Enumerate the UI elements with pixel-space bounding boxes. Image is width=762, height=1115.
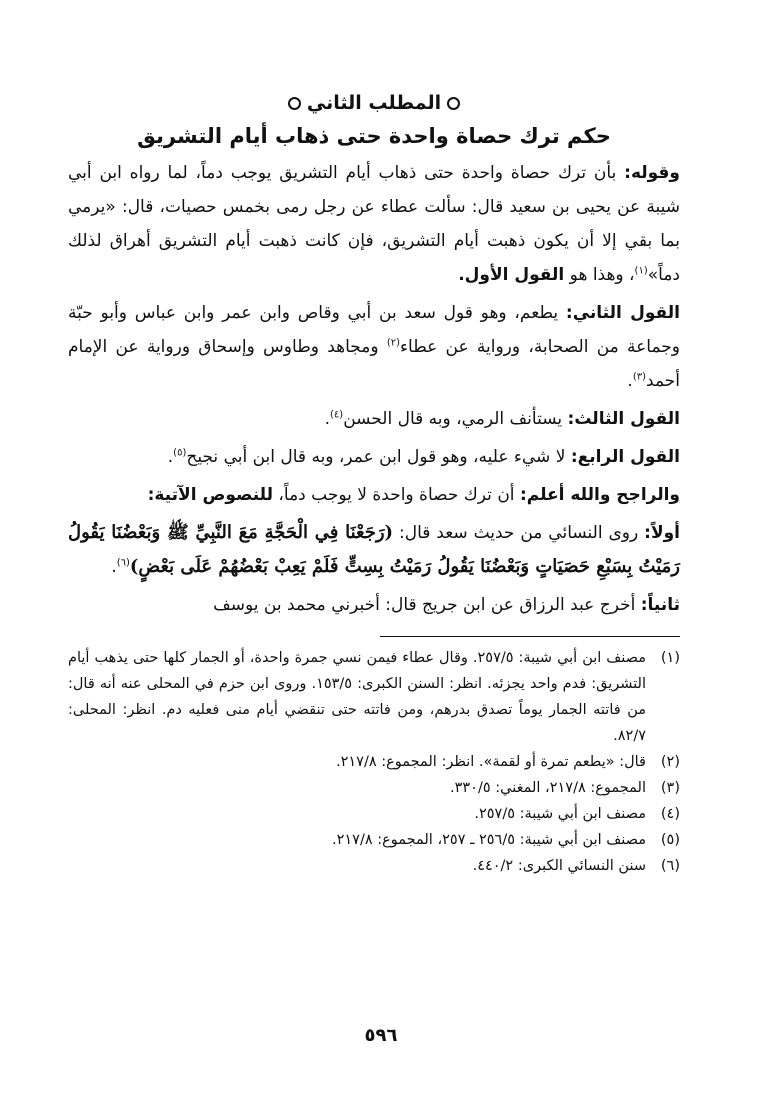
footnote-text: سنن النسائي الكبرى: ٤٤٠/٢. bbox=[472, 858, 646, 874]
footnote-number: (١) bbox=[660, 650, 680, 666]
paragraph bbox=[68, 402, 680, 436]
content bbox=[68, 92, 680, 879]
footnote bbox=[68, 749, 680, 775]
footnote bbox=[68, 827, 680, 853]
footnote-ref: (٥) bbox=[173, 447, 187, 459]
paragraph bbox=[68, 296, 680, 398]
footnote-number: (٤) bbox=[660, 806, 680, 822]
footnote bbox=[68, 775, 680, 801]
paragraph-lead: القول الثالث: bbox=[567, 409, 680, 429]
paragraph-lead: القول الثاني: bbox=[565, 303, 680, 323]
footnote bbox=[68, 801, 680, 827]
footnote-ref: (٣) bbox=[632, 371, 647, 383]
footnote-number: (٥) bbox=[660, 832, 680, 848]
section-heading: حكم ترك حصاة واحدة حتى ذهاب أيام التشريق bbox=[137, 124, 611, 148]
footnote-text: مصنف ابن أبي شيبة: ٢٥٧/٥. bbox=[474, 806, 646, 822]
hadith-quote: (رَجَعْنَا فِي الْحَجَّةِ مَعَ النَّبِيِّ ﷺ وَبَعْضُنَا يَقُولُ رَمَيْتُ بِسَبْعِ حَصَيَاتٍ وَبَعْضُنَا يَقُولُ رَمَيْتُ بِسِتٍّ فَلَمْ يَعِبْ بَعْضُهُمْ عَلَى بَعْضٍ) bbox=[68, 522, 680, 577]
footnote-divider bbox=[380, 636, 680, 637]
paragraph-text: يطعم، وهو قول سعد بن أبي وقاص وابن عمر وابن عباس وأبو حبّة وجماعة من الصحابة، ورواية عن عطاء bbox=[68, 303, 681, 357]
paragraph-text: أخرج عبد الرزاق عن ابن جريج قال: أخبرني محمد بن يوسف bbox=[213, 595, 636, 615]
paragraph bbox=[68, 440, 680, 474]
footnote-text: مصنف ابن أبي شيبة: ٢٥٧/٥. وقال عطاء فيمن نسي جمرة واحدة، أو الجمار كلها حتى يذهب أيام التشريق: فدم واحد يجزئه. انظر: السنن الكبرى: ١٥٣/٥. وروى ابن حزم في المحلى عنه أنه قال: من فاتته الجمار يوماً تصدق بدرهم، ومن فاتته حتى تنقضي أيام منى فعليه دم. انظر: المحلى: ٨٢/٧. bbox=[68, 650, 646, 744]
footnotes bbox=[68, 645, 680, 879]
paragraph-text: روى النسائي من حديث سعد قال: bbox=[399, 523, 639, 543]
footnote-text: مصنف ابن أبي شيبة: ٢٥٦/٥ ـ ٢٥٧، المجموع: ٢١٧/٨. bbox=[331, 832, 646, 848]
page-number: ٥٩٦ bbox=[364, 1025, 398, 1046]
paragraph bbox=[68, 478, 680, 512]
paragraph-tail-bold: القول الأول. bbox=[458, 265, 565, 285]
paragraph-tail: ، وهذا هو bbox=[569, 265, 635, 285]
footnote-ref: (٤) bbox=[330, 409, 344, 421]
section-label bbox=[68, 92, 680, 114]
paragraph-lead: أولاً: bbox=[644, 523, 681, 543]
paragraph-text: لا شيء عليه، وهو قول ابن عمر، وبه قال ابن أبي نجيح bbox=[186, 447, 566, 467]
paragraph-tail: . bbox=[111, 557, 117, 577]
footnote bbox=[68, 645, 680, 749]
footnote-ref: (٦) bbox=[116, 557, 130, 569]
paragraph-tail-bold: للنصوص الآتية: bbox=[147, 485, 273, 505]
section-label-text: المطلب الثاني bbox=[306, 92, 442, 114]
footnote bbox=[68, 853, 680, 879]
footnote-text: قال: «يطعم تمرة أو لقمة». انظر: المجموع: ٢١٧/٨. bbox=[335, 754, 646, 770]
paragraph-text: يستأنف الرمي، وبه قال الحسن bbox=[343, 409, 563, 429]
paragraph bbox=[68, 588, 680, 622]
paragraph-lead: القول الرابع: bbox=[570, 447, 680, 467]
circle-icon bbox=[447, 97, 460, 110]
footnote-ref: (٢) bbox=[386, 337, 401, 349]
paragraph-lead: ثانياً: bbox=[640, 595, 680, 615]
paragraph-text: أن ترك حصاة واحدة لا يوجب دماً، bbox=[278, 485, 515, 505]
footnote-number: (٦) bbox=[660, 858, 680, 874]
circle-icon bbox=[288, 97, 301, 110]
footnote-number: (٣) bbox=[660, 780, 680, 796]
footnote-text: المجموع: ٢١٧/٨، المغني: ٣٣٠/٥. bbox=[450, 780, 646, 796]
paragraph-tail: . bbox=[167, 447, 174, 467]
paragraph bbox=[68, 516, 680, 584]
paragraph-tail: ومجاهد وطاوس وإسحاق ورواية عن الإمام أحمد bbox=[68, 337, 680, 391]
paragraph-tail2: . bbox=[627, 371, 633, 391]
paragraph-lead: وقوله: bbox=[624, 163, 680, 183]
paragraph-lead: والراجح والله أعلم: bbox=[519, 485, 680, 505]
footnote-number: (٢) bbox=[660, 754, 680, 770]
paragraph bbox=[68, 156, 680, 292]
footnote-ref: (١) bbox=[634, 265, 648, 277]
paragraph-tail: . bbox=[324, 409, 331, 429]
paragraph-text: بأن ترك حصاة واحدة حتى ذهاب أيام التشريق يوجب دماً، لما رواه ابن أبي شيبة عن يحيى بن سعيد قال: سألت عطاء عن رجل رمى بخمس حصيات، قال: «يرمي بما بقي إلا أن يكون ذهبت أيام التشريق، فإن كانت ذهبت أيام التشريق أهراق لذلك دماً» bbox=[68, 163, 680, 285]
